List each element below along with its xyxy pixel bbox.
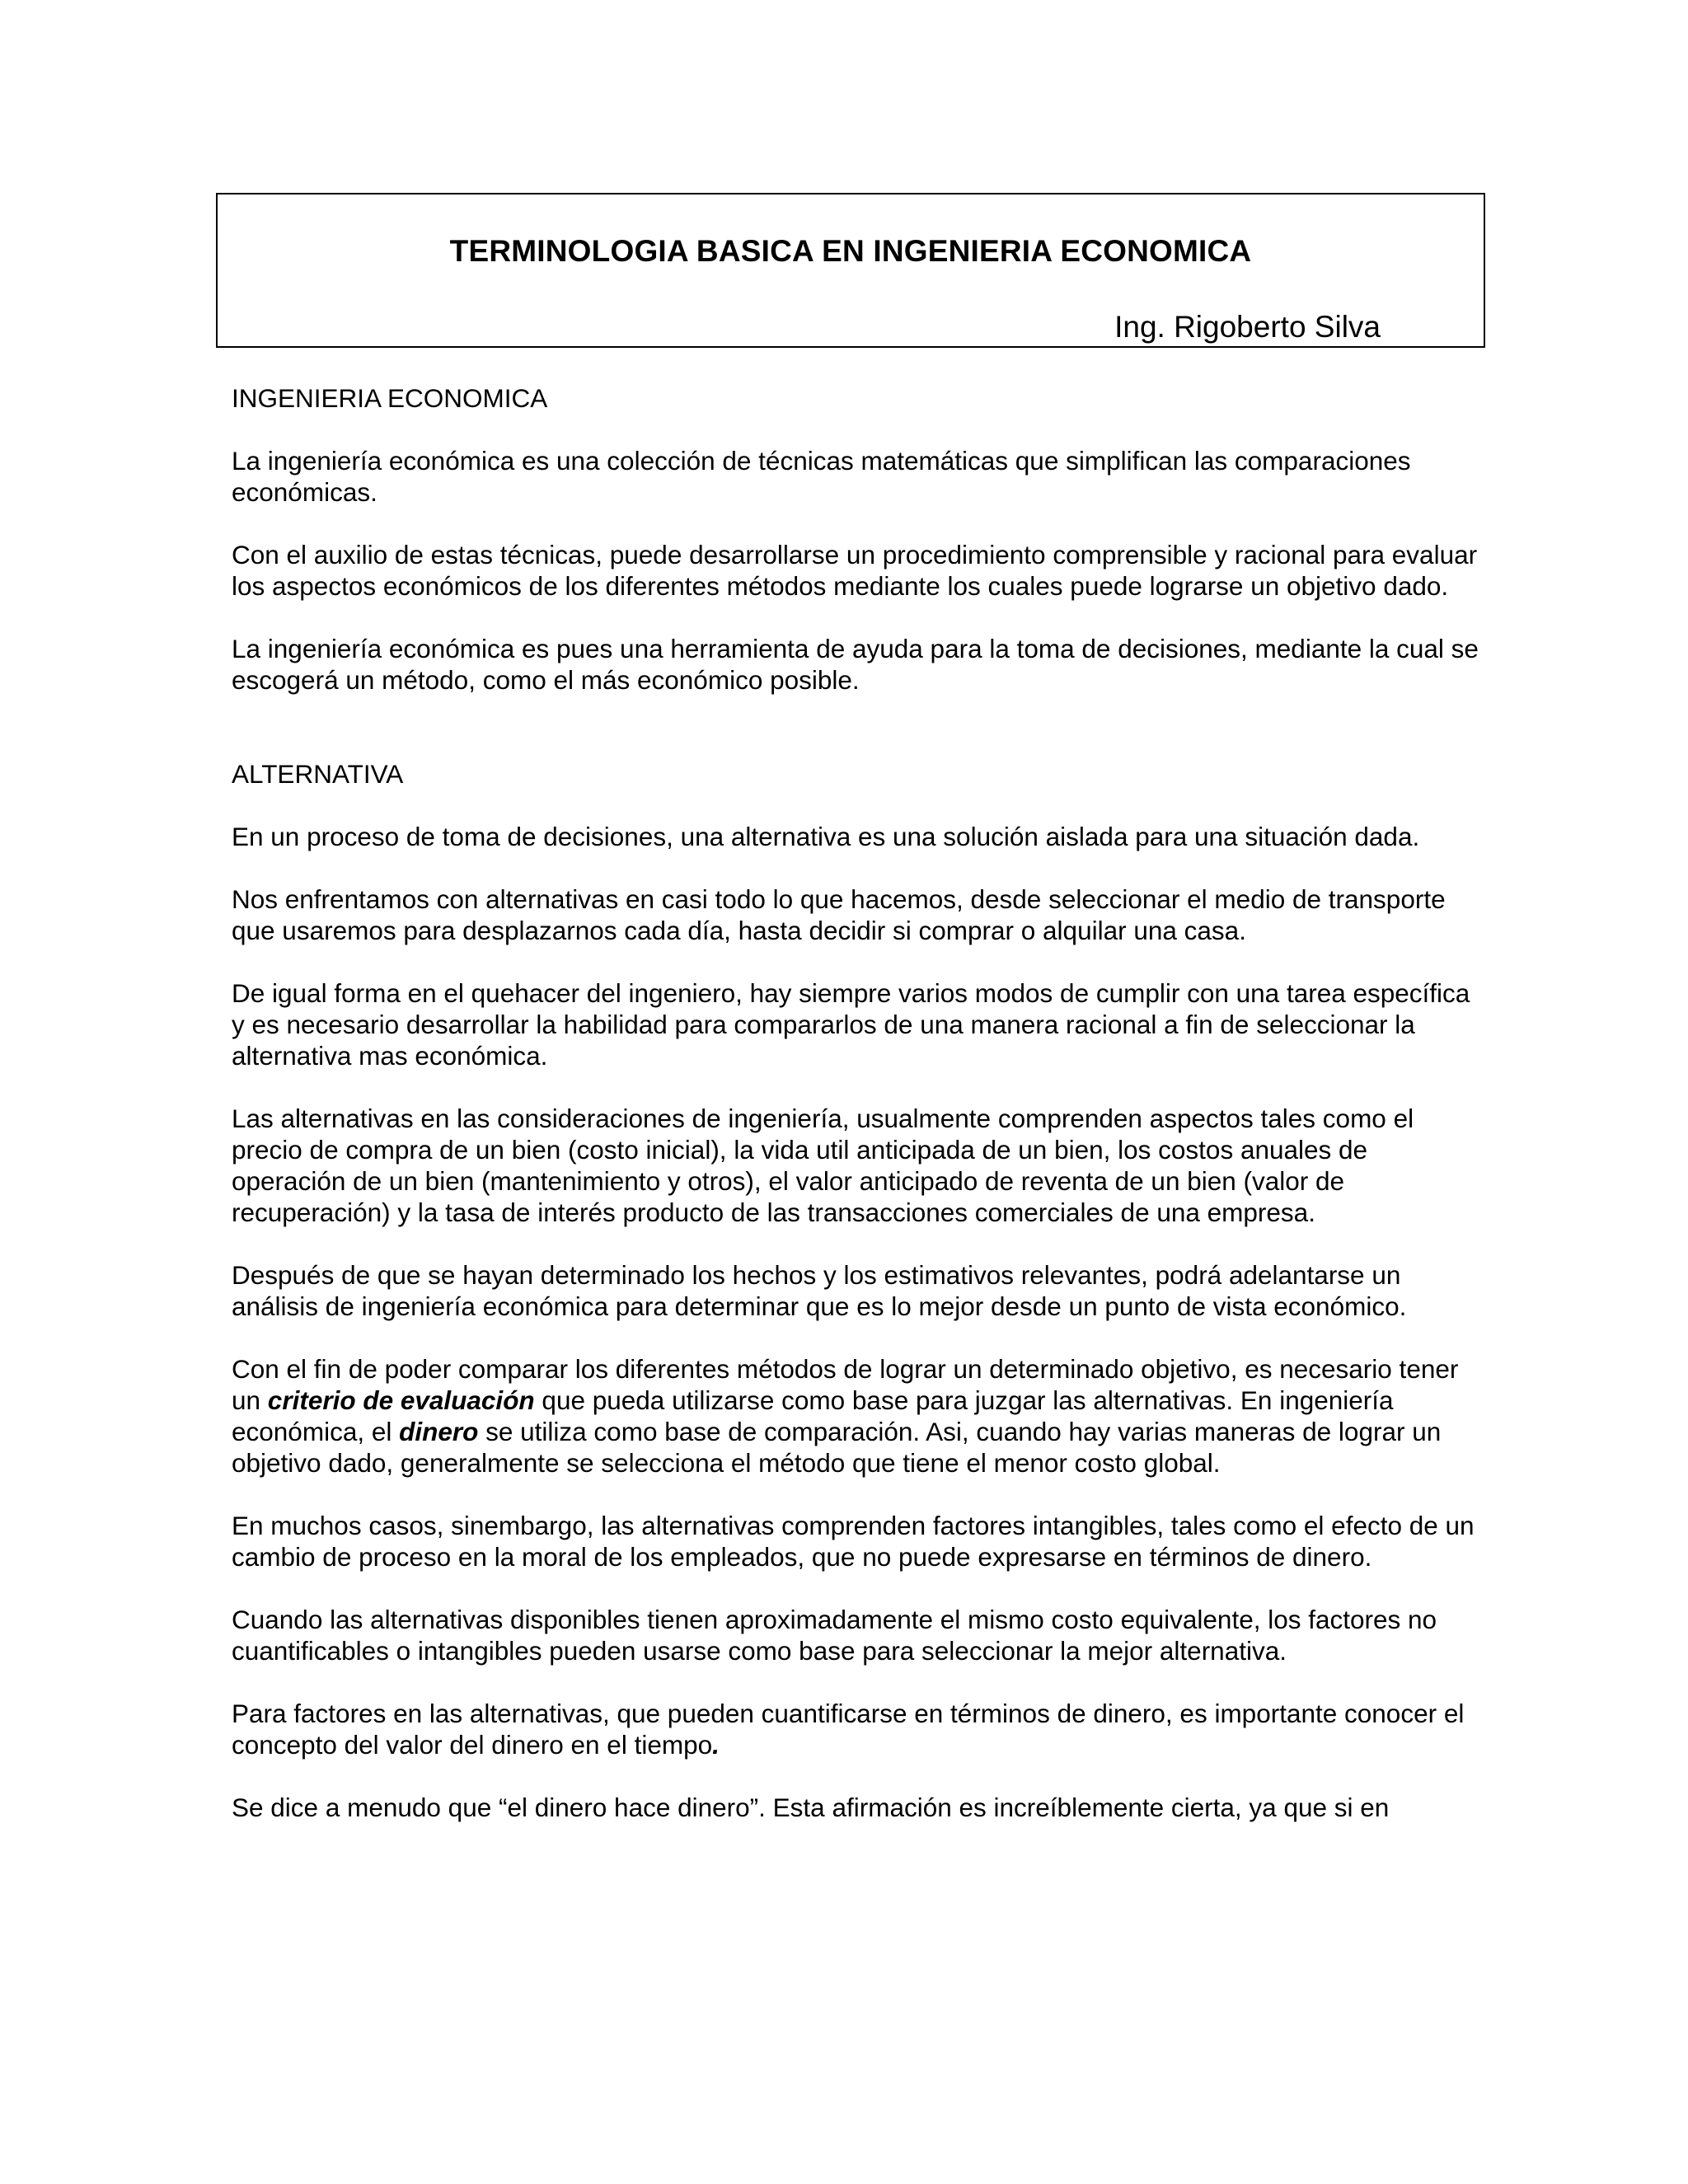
- paragraph: En un proceso de toma de decisiones, una alternativa es una solución aislada para una situación dada.: [232, 822, 1420, 851]
- paragraph: Nos enfrentamos con alternativas en casi todo lo que hacemos, desde seleccionar el medio de transporte que usaremos para desplazarnos cada día, hasta decidir si comprar o alquilar una casa.: [232, 884, 1446, 945]
- paragraph: Después de que se hayan determinado los hechos y los estimativos relevantes, podrá adelantarse un análisis de ingeniería económica para determinar que es lo mejor desde un punto de vista económico.: [232, 1260, 1407, 1321]
- document-body: [232, 382, 1484, 1823]
- paragraph-criterio: [232, 1353, 1484, 1479]
- paragraph-valor-del-dinero: [232, 1698, 1484, 1760]
- paragraph-text: Para factores en las alternativas, que pueden cuantificarse en términos de dinero, es importante conocer el concepto del valor del dinero en el tiempo: [232, 1699, 1465, 1760]
- emphasis-period: .: [712, 1730, 720, 1760]
- paragraph: En muchos casos, sinembargo, las alternativas comprenden factores intangibles, tales como el efecto de un cambio de proceso en la moral de los empleados, que no puede expresarse en términos de dinero.: [232, 1511, 1475, 1572]
- section-heading-ingenieria-economica: INGENIERIA ECONOMICA: [232, 383, 548, 413]
- document-title: TERMINOLOGIA BASICA EN INGENIERIA ECONOMICA: [449, 234, 1252, 268]
- paragraph-text: Con el fin de poder comparar los diferentes métodos de lograr un determinado objetivo, es necesario tener un: [232, 1354, 1459, 1415]
- section-heading-alternativa: ALTERNATIVA: [232, 759, 404, 789]
- paragraph: La ingeniería económica es una colección de técnicas matemáticas que simplifican las comparaciones económicas.: [232, 446, 1411, 507]
- paragraph: Se dice a menudo que “el dinero hace dinero”. Esta afirmación es increíblemente cierta, ya que si en: [232, 1793, 1390, 1822]
- paragraph: Las alternativas en las consideraciones de ingeniería, usualmente comprenden aspectos tales como el precio de compra de un bien (costo inicial), la vida util anticipada de un bien, los costos anuales de operación de un bien (mantenimiento y otros), el valor anticipado de reventa de un bien (valor de recuperación) y la tasa de interés producto de las transacciones comerciales de una empresa.: [232, 1104, 1414, 1227]
- emphasis-dinero: dinero: [399, 1417, 479, 1446]
- document-author: Ing. Rigoberto Silva: [1114, 310, 1381, 344]
- paragraph-text: se utiliza como base de comparación. Asi, cuando hay varias maneras de lograr un objetivo dado, generalmente se selecciona el método que tiene el menor costo global.: [232, 1417, 1442, 1478]
- title-box: [216, 193, 1485, 348]
- paragraph: Cuando las alternativas disponibles tienen aproximadamente el mismo costo equivalente, los factores no cuantificables o intangibles pueden usarse como base para seleccionar la mejor alternativa.: [232, 1605, 1437, 1666]
- paragraph: Con el auxilio de estas técnicas, puede desarrollarse un procedimiento comprensible y racional para evaluar los aspectos económicos de los diferentes métodos mediante los cuales puede lograrse un objetivo dado.: [232, 540, 1478, 601]
- paragraph-text: que pueda utilizarse como base para juzgar las alternativas. En ingeniería económica, el: [232, 1385, 1394, 1446]
- paragraph: La ingeniería económica es pues una herramienta de ayuda para la toma de decisiones, mediante la cual se escogerá un método, como el más económico posible.: [232, 634, 1479, 695]
- emphasis-criterio-de-evaluacion: criterio de evaluación: [267, 1385, 535, 1415]
- paragraph: De igual forma en el quehacer del ingeniero, hay siempre varios modos de cumplir con una tarea específica y es necesario desarrollar la habilidad para compararlos de una manera racional a fin de seleccionar la alternativa mas económica.: [232, 978, 1470, 1071]
